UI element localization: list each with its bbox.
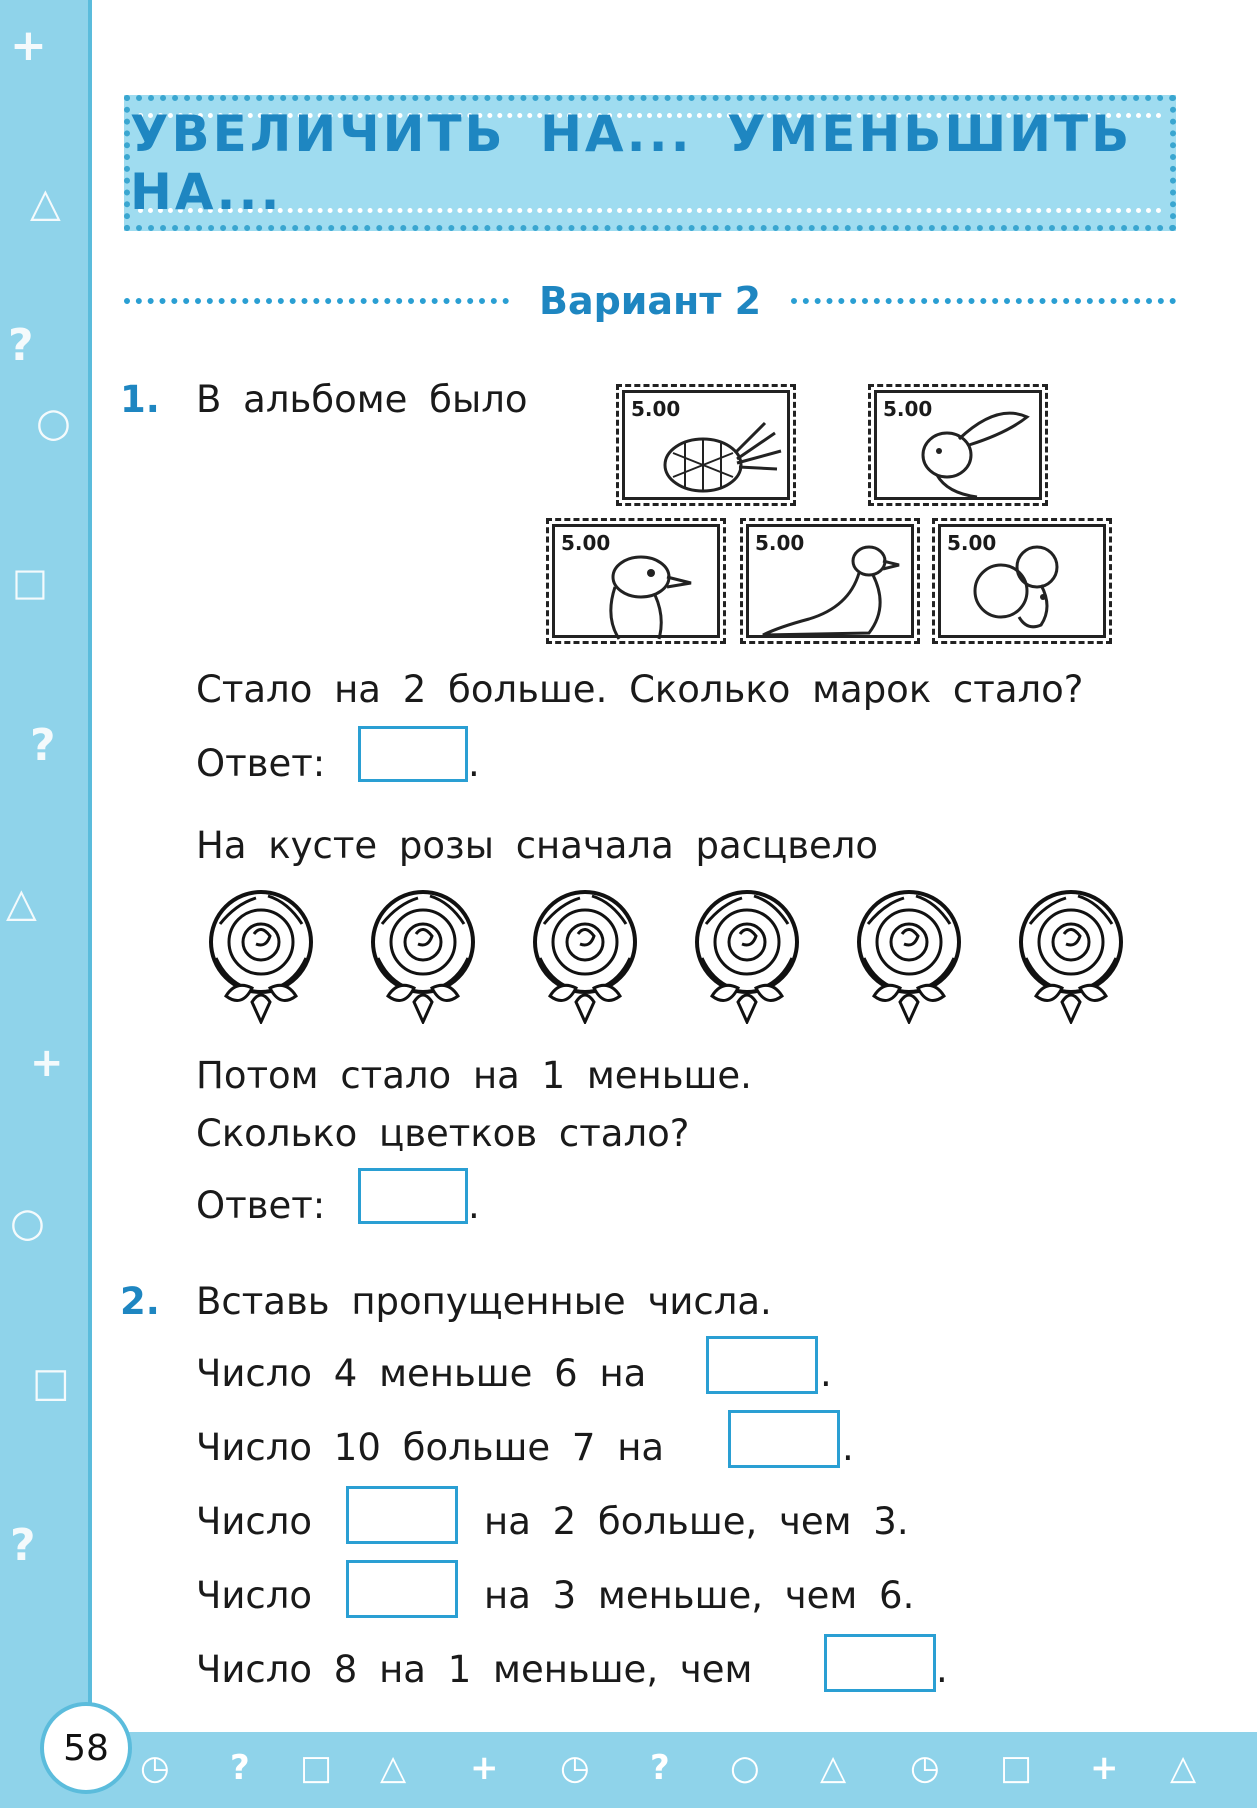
stamp-price: 5.00	[947, 531, 997, 555]
task-2-intro: Вставь пропущенные числа.	[196, 1280, 772, 1323]
bottom-decoration	[0, 1732, 1257, 1808]
plus-icon: +	[1090, 1748, 1119, 1788]
rose-icon	[196, 884, 326, 1024]
blank-box-3[interactable]	[346, 1486, 458, 1544]
triangle-icon: △	[30, 180, 61, 226]
triangle-icon: △	[1170, 1748, 1197, 1788]
divider	[791, 298, 1176, 304]
clock-icon: ◷	[140, 1748, 170, 1788]
plus-icon: +	[10, 20, 47, 71]
task-2-line-5-text: Число 8 на 1 меньше, чем	[196, 1648, 753, 1691]
page-title: УВЕЛИЧИТЬ НА... УМЕНЬШИТЬ НА...	[130, 105, 1133, 221]
task-2-line-4-text: Число	[196, 1574, 313, 1617]
bird-icon	[555, 527, 723, 641]
task-1-question-2-line-2: Сколько цветков стало?	[196, 1112, 690, 1155]
task-1-intro: В альбоме было	[196, 378, 528, 421]
square-icon: □	[12, 560, 48, 604]
variant-header	[124, 275, 1176, 327]
answer-box-stamps[interactable]	[358, 726, 468, 782]
question-icon: ?	[8, 320, 34, 371]
task-2-line-2-text: Число 10 больше 7 на	[196, 1426, 665, 1469]
page-number: 58	[40, 1702, 132, 1794]
task-2-line-1-end: .	[820, 1352, 832, 1395]
rose-icon	[358, 884, 488, 1024]
task-2-line-5-end: .	[936, 1648, 948, 1691]
clock-icon: ◷	[560, 1748, 590, 1788]
answer-box-flowers[interactable]	[358, 1168, 468, 1224]
question-icon: ?	[230, 1748, 250, 1788]
blank-box-4[interactable]	[346, 1560, 458, 1618]
question-icon: ?	[10, 1520, 36, 1571]
pigeon-icon	[749, 527, 917, 641]
rose-icon	[682, 884, 812, 1024]
triangle-icon: △	[820, 1748, 847, 1788]
answer-label: Ответ:	[196, 742, 326, 785]
rose-icon	[520, 884, 650, 1024]
period: .	[468, 742, 480, 785]
plus-icon: +	[30, 1040, 64, 1086]
variant-title: Вариант 2	[538, 279, 762, 323]
blank-box-2[interactable]	[728, 1410, 840, 1468]
stamp-rabbit	[874, 390, 1042, 500]
square-icon: □	[300, 1748, 333, 1788]
task-2-line-3-end: на 2 больше, чем 3.	[484, 1500, 909, 1543]
circle-icon: ○	[10, 1200, 45, 1246]
divider	[124, 298, 509, 304]
left-margin-decoration	[0, 0, 92, 1808]
question-icon: ?	[30, 720, 56, 771]
task-1-number: 1.	[120, 378, 160, 421]
square-icon: □	[1000, 1748, 1033, 1788]
rose-icon	[1006, 884, 1136, 1024]
task-2-line-4-end: на 3 меньше, чем 6.	[484, 1574, 915, 1617]
rabbit-icon	[877, 393, 1045, 503]
stamp-price: 5.00	[755, 531, 805, 555]
rose-intro: На кусте розы сначала расцвело	[196, 824, 879, 867]
period: .	[468, 1184, 480, 1227]
task-2-number: 2.	[120, 1280, 160, 1323]
circle-icon: ○	[36, 400, 71, 446]
task-1-question-1: Стало на 2 больше. Сколько марок стало?	[196, 668, 1084, 711]
stamp-price: 5.00	[883, 397, 933, 421]
triangle-icon: △	[6, 880, 37, 926]
poodle-icon	[941, 527, 1109, 641]
stamp-pineapple	[622, 390, 790, 500]
pineapple-icon	[625, 393, 793, 503]
title-banner	[124, 95, 1176, 231]
triangle-icon: △	[380, 1748, 407, 1788]
task-2-line-3-text: Число	[196, 1500, 313, 1543]
task-2-line-1-text: Число 4 меньше 6 на	[196, 1352, 647, 1395]
question-icon: ?	[650, 1748, 670, 1788]
stamp-poodle	[938, 524, 1106, 638]
task-1-question-2-line-1: Потом стало на 1 меньше.	[196, 1054, 752, 1097]
rose-icon	[844, 884, 974, 1024]
stamp-bird	[552, 524, 720, 638]
stamp-price: 5.00	[631, 397, 681, 421]
answer-label: Ответ:	[196, 1184, 326, 1227]
blank-box-5[interactable]	[824, 1634, 936, 1692]
stamp-price: 5.00	[561, 531, 611, 555]
circle-icon: ○	[730, 1748, 760, 1788]
plus-icon: +	[470, 1748, 499, 1788]
blank-box-1[interactable]	[706, 1336, 818, 1394]
square-icon: □	[32, 1360, 70, 1406]
clock-icon: ◷	[910, 1748, 940, 1788]
task-2-line-2-end: .	[842, 1426, 854, 1469]
stamp-pigeon	[746, 524, 914, 638]
